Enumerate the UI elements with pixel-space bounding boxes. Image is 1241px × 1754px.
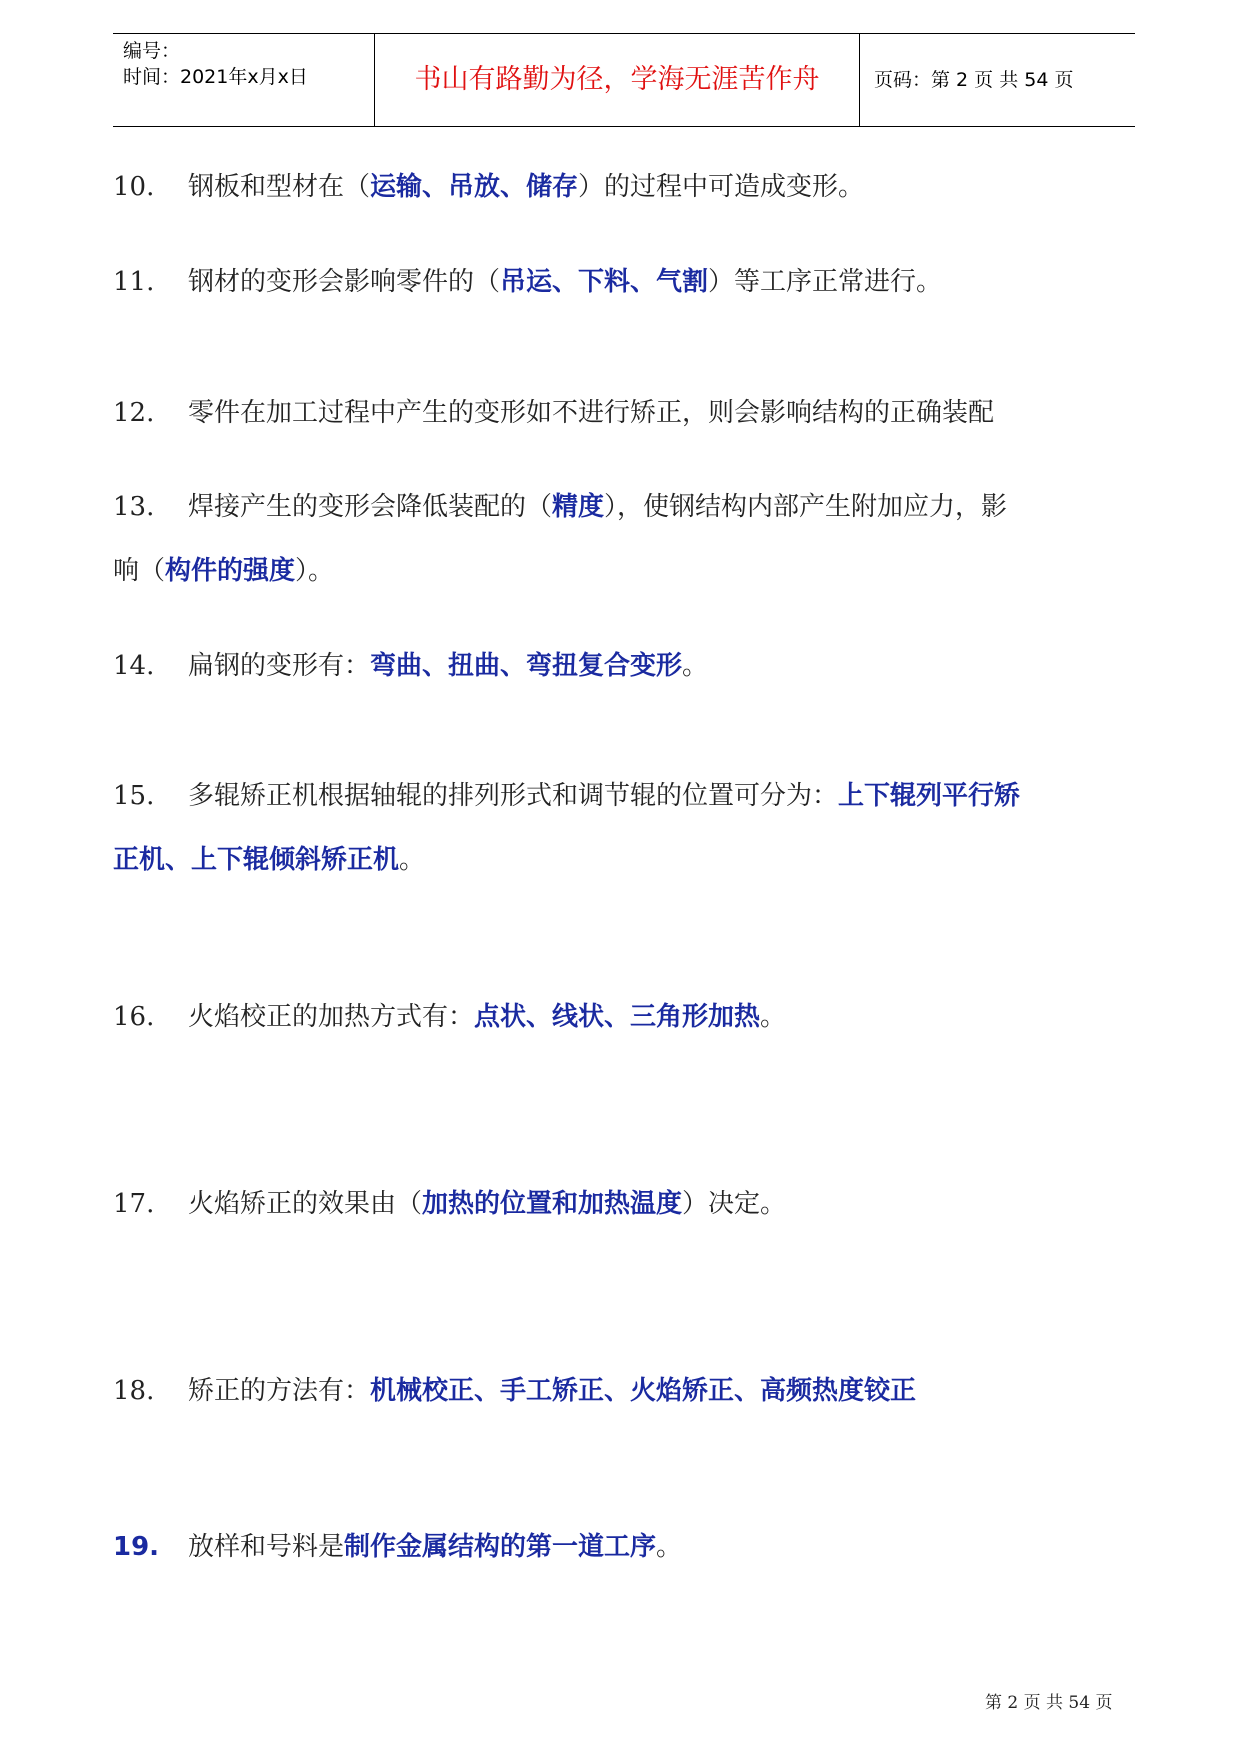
question-text-after: 。 — [682, 651, 709, 681]
question-number: 12. — [113, 398, 155, 428]
question-text: 零件在加工过程中产生的变形如不进行矫正，则会影响结构的正确装配 — [188, 398, 995, 428]
question-13 — [113, 475, 1153, 539]
answer-text: 精度 — [552, 492, 605, 522]
page-header — [113, 33, 1135, 127]
question-text: 钢板和型材在（ — [188, 172, 371, 202]
question-number: 10. — [113, 172, 155, 202]
question-text: 放样和号料是 — [188, 1532, 345, 1562]
question-text: 焊接产生的变形会降低装配的（ — [188, 492, 553, 522]
question-text: 响（ — [113, 556, 166, 586]
question-number: 16. — [113, 1002, 155, 1032]
question-number: 17. — [113, 1189, 155, 1219]
question-15 — [113, 764, 1153, 828]
header-motto: 书山有路勤为径，学海无涯苦作舟 — [374, 34, 860, 126]
answer-text: 运输、吊放、储存 — [370, 172, 579, 202]
question-13-continued — [113, 539, 1153, 603]
question-text-after: ）等工序正常进行。 — [708, 267, 943, 297]
answer-text: 弯曲、扭曲、弯扭复合变形 — [370, 651, 683, 681]
document-number-label: 编号： — [123, 40, 181, 62]
question-15-continued — [113, 828, 1153, 892]
question-text-after: ）的过程中可造成变形。 — [578, 172, 865, 202]
question-text: 火焰校正的加热方式有： — [188, 1002, 475, 1032]
question-text: 多辊矫正机根据轴辊的排列形式和调节辊的位置可分为： — [188, 781, 839, 811]
question-number: 15. — [113, 781, 155, 811]
answer-text: 上下辊列平行矫 — [838, 781, 1021, 811]
question-text: 矫正的方法有： — [188, 1376, 371, 1406]
question-number: 18. — [113, 1376, 155, 1406]
question-18 — [113, 1359, 1153, 1423]
question-10 — [113, 155, 1153, 219]
question-12 — [113, 381, 1153, 445]
question-number: 14. — [113, 651, 155, 681]
answer-text: 点状、线状、三角形加热 — [474, 1002, 761, 1032]
question-text-after: ）决定。 — [682, 1189, 787, 1219]
question-text-after: 。 — [656, 1532, 683, 1562]
answer-text: 吊运、下料、气割 — [500, 267, 709, 297]
question-text-after: 。 — [760, 1002, 787, 1032]
header-meta — [113, 34, 374, 126]
question-19 — [113, 1515, 1153, 1579]
question-text-after: ）。 — [295, 556, 335, 586]
answer-text: 机械校正、手工矫正、火焰矫正、高频热度铰正 — [370, 1376, 917, 1406]
question-text: 钢材的变形会影响零件的（ — [188, 267, 501, 297]
page-footer: 第 2 页 共 54 页 — [985, 1693, 1113, 1713]
question-number: 13. — [113, 492, 155, 522]
question-11 — [113, 250, 1153, 314]
question-16 — [113, 985, 1153, 1049]
question-number: 19. — [113, 1532, 160, 1562]
question-text-after: 。 — [399, 845, 426, 875]
question-text: 火焰矫正的效果由（ — [188, 1189, 423, 1219]
question-text: 扁钢的变形有： — [188, 651, 371, 681]
document-time-label: 时间：2021年x月x日 — [123, 66, 308, 88]
answer-text: 加热的位置和加热温度 — [422, 1189, 683, 1219]
question-14 — [113, 634, 1153, 698]
header-page-indicator: 页码：第 2 页 共 54 页 — [874, 69, 1074, 91]
question-number: 11. — [113, 267, 155, 297]
answer-text: 正机、上下辊倾斜矫正机 — [113, 845, 400, 875]
question-17 — [113, 1172, 1153, 1236]
answer-text: 制作金属结构的第一道工序 — [344, 1532, 657, 1562]
answer-text: 构件的强度 — [165, 556, 296, 586]
question-text-after: ），使钢结构内部产生附加应力，影 — [604, 492, 1008, 522]
